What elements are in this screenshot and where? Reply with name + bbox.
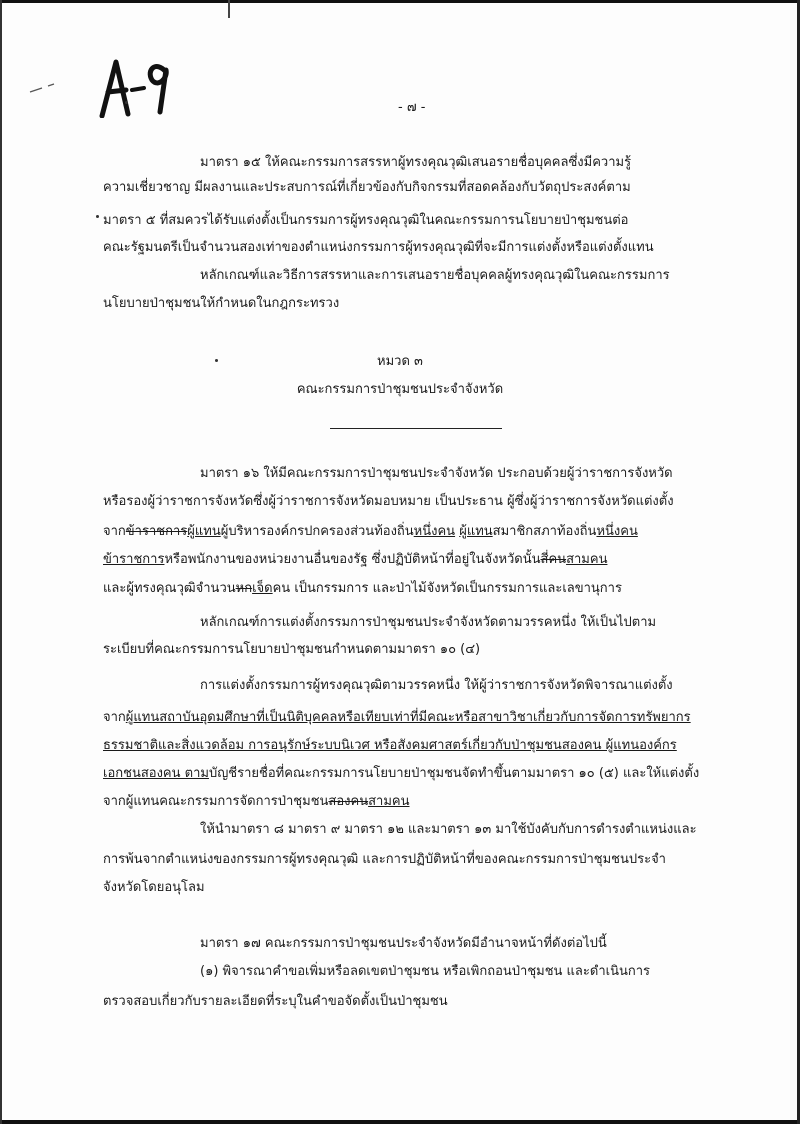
scan-edge-left — [0, 0, 2, 1124]
s16-line-7: ระเบียบที่คณะกรรมการนโยบายป่าชุมชนกำหนดตามมาตรา ๑๐ (๔) — [103, 642, 481, 657]
struck-text: สองคน — [328, 794, 369, 809]
s16-line-15: จังหวัดโดยอนุโลม — [103, 880, 205, 895]
s16-line-11: เอกชนสองคน ตามบัญชีรายชื่อที่คณะกรรมการนโยบายป่าชุมชนจัดทำขึ้นตามมาตรา ๑๐ (๕) และให้แต่งตั้ง — [103, 766, 700, 781]
s16-line-10: ธรรมชาติและสิ่งแวดล้อม การอนุรักษ์ระบบนิเวศ หรือสังคมศาสตร์เกี่ยวกับป่าชุมชนสองคน ผู้แทนองค์กร — [103, 738, 677, 753]
scan-edge-top — [0, 0, 800, 3]
s16-line-12: จากผู้แทนคณะกรรมการจัดการป่าชุมชนสองคนสามคน — [103, 794, 410, 809]
s16-line-9: จากผู้แทนสถาบันอุดมศึกษาที่เป็นนิติบุคคลหรือเทียบเท่าที่มีคณะหรือสาขาวิชาเกี่ยวกับการจัดการทรัพยากร — [103, 710, 691, 725]
scan-edge-bottom — [0, 1120, 800, 1124]
scan-speck — [96, 215, 99, 218]
chapter-label: หมวด ๓ — [377, 354, 423, 369]
scan-mark — [228, 0, 230, 18]
s15-line-1: มาตรา ๑๕ ให้คณะกรรมการสรรหาผู้ทรงคุณวุฒิเสนอรายชื่อบุคคลซึ่งมีความรู้ — [200, 155, 632, 170]
s17-line-3: ตรวจสอบเกี่ยวกับรายละเอียดที่ระบุในคำขอจัดตั้งเป็นป่าชุมชน — [103, 994, 448, 1009]
s16-line-13: ให้นำมาตรา ๘ มาตรา ๙ มาตรา ๑๒ และมาตรา ๑๓ มาใช้บังคับกับการดำรงตำแหน่งและ — [200, 822, 697, 837]
chapter-divider — [330, 428, 502, 429]
s15-line-3: มาตรา ๕ ที่สมควรได้รับแต่งตั้งเป็นกรรมการผู้ทรงคุณวุฒิในคณะกรรมการนโยบายป่าชุมชนต่อ — [103, 213, 629, 228]
handwritten-mark — [28, 48, 178, 118]
scan-speck — [215, 359, 218, 362]
page-number: - ๗ - — [398, 100, 426, 115]
s17-line-2: (๑) พิจารณาคำขอเพิ่มหรือลดเขตป่าชุมชน หรือเพิกถอนป่าชุมชน และดำเนินการ — [200, 964, 650, 979]
s15-line-5: หลักเกณฑ์และวิธีการสรรหาและการเสนอรายชื่อบุคคลผู้ทรงคุณวุฒิในคณะกรรมการ — [200, 268, 670, 283]
s16-line-2: หรือรองผู้ว่าราชการจังหวัดซึ่งผู้ว่าราชการจังหวัดมอบหมาย เป็นประธาน ผู้ซึ่งผู้ว่าราชการจังหวัดแต่งตั้ง — [103, 494, 674, 509]
s16-line-1: มาตรา ๑๖ ให้มีคณะกรรมการป่าชุมชนประจำจังหวัด ประกอบด้วยผู้ว่าราชการจังหวัด — [200, 466, 673, 481]
struck-text: ข้าราชการ — [125, 524, 188, 539]
scan-speck — [125, 101, 128, 104]
s15-line-6: นโยบายป่าชุมชนให้กำหนดในกฎกระทรวง — [103, 296, 340, 311]
s16-line-3: จากข้าราชการผู้แทนผู้บริหารองค์กรปกครองส่วนท้องถิ่นหนึ่งคน ผู้แทนสมาชิกสภาท้องถิ่นหนึ่งคน — [103, 524, 638, 539]
s16-line-4: ข้าราชการหรือพนักงานของหน่วยงานอื่นของรัฐ ซึ่งปฏิบัติหน้าที่อยู่ในจังหวัดนั้นสี่คนสามคน — [103, 552, 608, 567]
struck-text: หก — [235, 581, 253, 596]
chapter-title: คณะกรรมการป่าชุมชนประจำจังหวัด — [296, 382, 504, 397]
s16-line-6: หลักเกณฑ์การแต่งตั้งกรรมการป่าชุมชนประจำจังหวัดตามวรรคหนึ่ง ให้เป็นไปตาม — [200, 615, 657, 630]
s15-line-2: ความเชี่ยวชาญ มีผลงานและประสบการณ์ที่เกี่ยวข้องกับกิจกรรมที่สอดคล้องกับวัตถุประสงค์ตาม — [103, 180, 631, 195]
s16-line-8: การแต่งตั้งกรรมการผู้ทรงคุณวุฒิตามวรรคหนึ่ง ให้ผู้ว่าราชการจังหวัดพิจารณาแต่งตั้ง — [200, 678, 673, 693]
s16-line-14: การพ้นจากตำแหน่งของกรรมการผู้ทรงคุณวุฒิ และการปฏิบัติหน้าที่ของคณะกรรมการป่าชุมชนประจำ — [103, 852, 666, 867]
s16-line-5: และผู้ทรงคุณวุฒิจำนวนหกเจ็ดคน เป็นกรรมการ และป่าไม้จังหวัดเป็นกรรมการและเลขานุการ — [103, 581, 622, 596]
s17-line-1: มาตรา ๑๗ คณะกรรมการป่าชุมชนประจำจังหวัดมีอำนาจหน้าที่ดังต่อไปนี้ — [200, 936, 607, 951]
struck-text: สี่คน — [540, 552, 567, 567]
s15-line-4: คณะรัฐมนตรีเป็นจำนวนสองเท่าของตำแหน่งกรรมการผู้ทรงคุณวุฒิที่จะมีการแต่งตั้งหรือแต่งตั้งแทน — [103, 240, 654, 255]
